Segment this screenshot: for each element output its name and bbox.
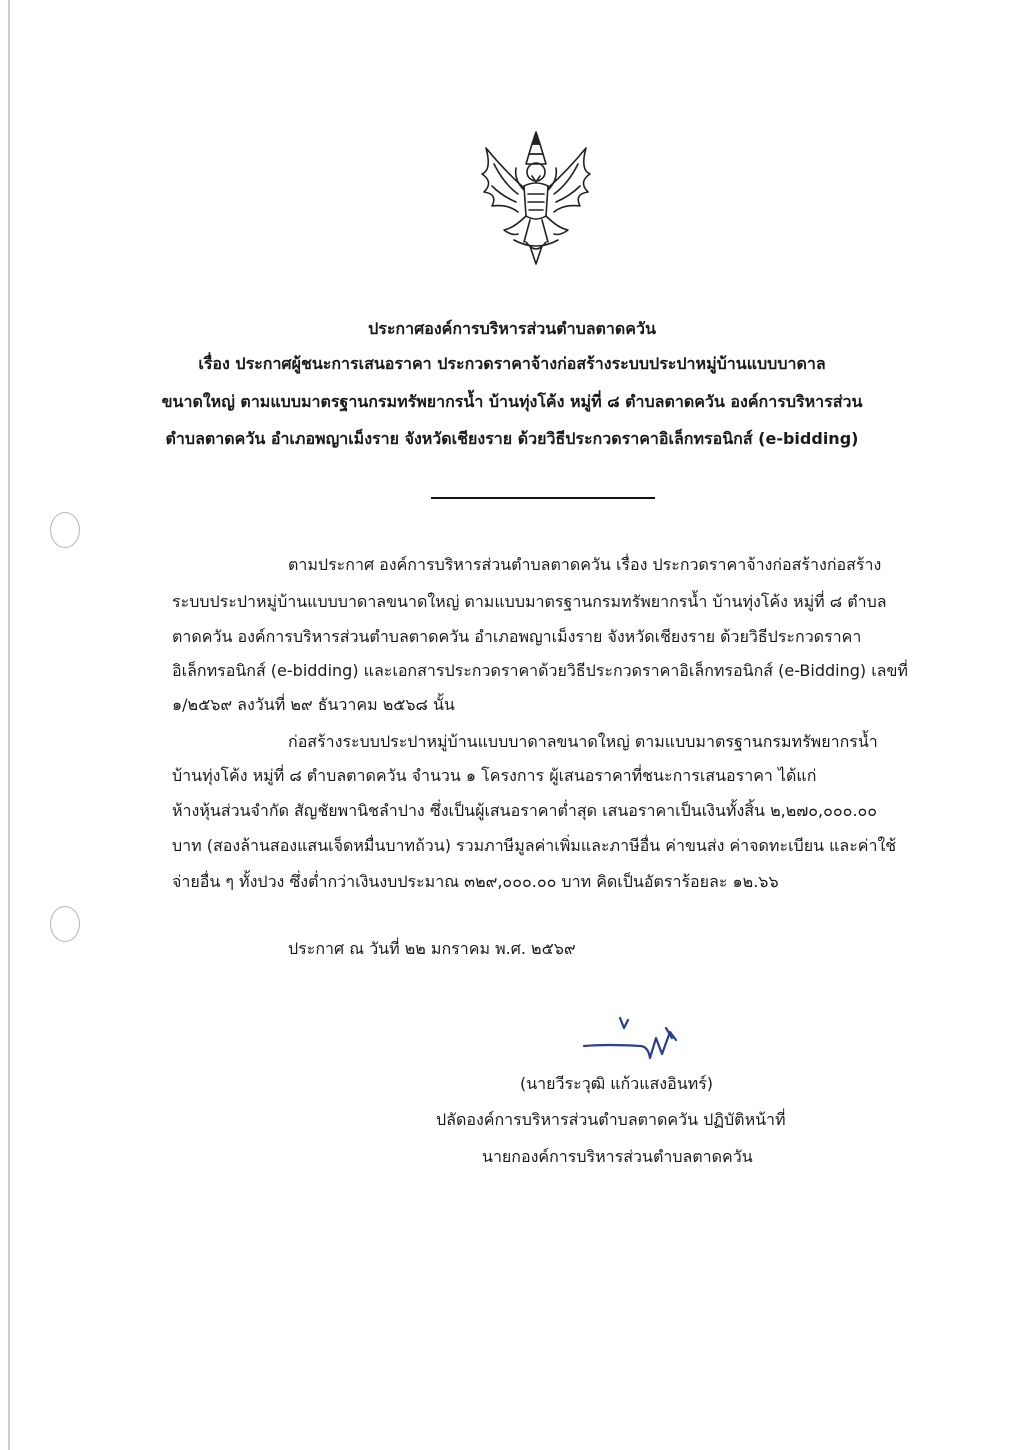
announcement-date: ประกาศ ณ วันที่ ๒๒ มกราคม พ.ศ. ๒๕๖๙ [288,939,576,958]
garuda-emblem-icon [474,130,598,266]
paragraph-1-line-1: ตามประกาศ องค์การบริหารส่วนตำบลตาดควัน เรื่อง ประกวดราคาจ้างก่อสร้างก่อสร้าง [288,555,882,574]
paragraph-1-line-4: อิเล็กทรอนิกส์ (e-bidding) และเอกสารประกวดราคาด้วยวิธีประกวดราคาอิเล็กทรอนิกส์ (e-Bidding) เลขที่ [172,661,908,680]
paragraph-2-line-4: บาท (สองล้านสองแสนเจ็ดหมื่นบาทถ้วน) รวมภาษีมูลค่าเพิ่มและภาษีอื่น ค่าขนส่ง ค่าจดทะเบียน และค่าใช้ [172,836,897,855]
subject-line-2: ขนาดใหญ่ ตามแบบมาตรฐานกรมทรัพยากรน้ำ บ้านทุ่งโค้ง หมู่ที่ ๘ ตำบลตาดควัน องค์การบริหารส่วน [161,392,863,411]
signatory-position-1: ปลัดองค์การบริหารส่วนตำบลตาดควัน ปฏิบัติหน้าที่ [436,1110,786,1129]
subject-line-3: ตำบลตาดควัน อำเภอพญาเม็งราย จังหวัดเชียงราย ด้วยวิธีประกวดราคาอิเล็กทรอนิกส์ (e-bidding) [165,429,859,448]
paragraph-1-line-5: ๑/๒๕๖๙ ลงวันที่ ๒๙ ธันวาคม ๒๕๖๘ นั้น [172,695,455,714]
paragraph-1-line-2: ระบบประปาหมู่บ้านแบบบาดาลขนาดใหญ่ ตามแบบมาตรฐานกรมทรัพยากรน้ำ บ้านทุ่งโค้ง หมู่ที่ ๘ ตำบล [172,592,887,611]
paragraph-2-line-1: ก่อสร้างระบบประปาหมู่บ้านแบบบาดาลขนาดใหญ่ ตามแบบมาตรฐานกรมทรัพยากรน้ำ [288,732,878,751]
paragraph-1-line-3: ตาดควัน องค์การบริหารส่วนตำบลตาดควัน อำเภอพญาเม็งราย จังหวัดเชียงราย ด้วยวิธีประกวดราคา [172,627,862,646]
signatory-name: (นายวีระวุฒิ แก้วแสงอินทร์) [520,1074,714,1093]
announcement-title: ประกาศองค์การบริหารส่วนตำบลตาดควัน [368,319,656,338]
paragraph-2-line-2: บ้านทุ่งโค้ง หมู่ที่ ๘ ตำบลตาดควัน จำนวน ๑ โครงการ ผู้เสนอราคาที่ชนะการเสนอราคา ได้แก่ [172,766,817,785]
divider-rule [431,497,655,499]
paragraph-2-line-3: ห้างหุ้นส่วนจำกัด สัญชัยพานิชลำปาง ซึ่งเป็นผู้เสนอราคาต่ำสุด เสนอราคาเป็นเงินทั้งสิ้น ๒,๒๗๐,๐๐๐.๐๐ [172,801,878,820]
punch-hole-bottom [50,906,80,942]
signatory-position-2: นายกองค์การบริหารส่วนตำบลตาดควัน [482,1147,753,1166]
handwritten-signature [578,1010,688,1068]
punch-hole-top [50,512,80,548]
subject-line-1: เรื่อง ประกาศผู้ชนะการเสนอราคา ประกวดราคาจ้างก่อสร้างระบบประปาหมู่บ้านแบบบาดาล [198,354,826,373]
page-edge [8,0,10,1450]
paragraph-2-line-5: จ่ายอื่น ๆ ทั้งปวง ซึ่งต่ำกว่าเงินงบประมาณ ๓๒๙,๐๐๐.๐๐ บาท คิดเป็นอัตราร้อยละ ๑๒.๖๖ [172,872,779,891]
